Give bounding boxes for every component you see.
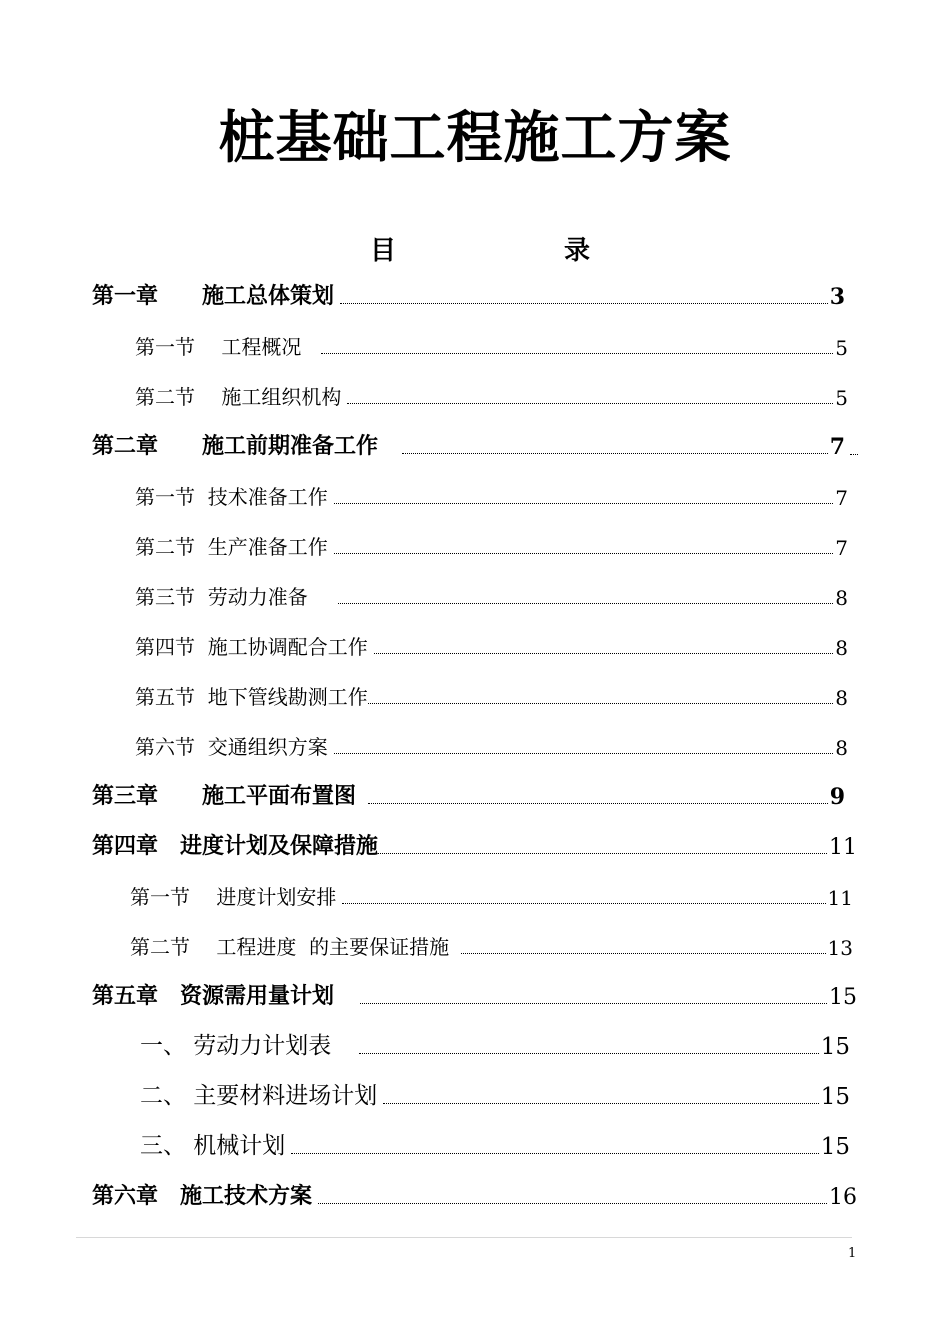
- toc-entry-label: 第六节 交通组织方案: [135, 735, 328, 759]
- toc-entry-section[interactable]: [135, 630, 848, 660]
- toc-heading: [370, 230, 590, 267]
- toc-entry-label: 第二节 施工组织机构: [135, 385, 342, 409]
- toc-heading-char-2: 录: [563, 236, 590, 266]
- toc-entry-label: 第三节 劳动力准备: [135, 585, 308, 609]
- toc-leader-dots: [291, 1153, 818, 1154]
- toc-leader-dots: [402, 453, 828, 454]
- toc-entry-label: 第一节 工程概况: [135, 335, 302, 359]
- toc-entry-label: 第三章 施工平面布置图: [92, 783, 357, 809]
- toc-entry-page: 11: [827, 886, 853, 910]
- toc-leader-dots: [368, 703, 834, 704]
- toc-entry-section[interactable]: [135, 480, 848, 510]
- toc-entry-section[interactable]: [135, 680, 848, 710]
- toc-entry-section[interactable]: [135, 530, 848, 560]
- toc-entry-section[interactable]: [130, 880, 853, 910]
- toc-entry-label: 第一章 施工总体策划: [92, 283, 335, 309]
- toc-entry-page: 7: [835, 536, 848, 560]
- toc-entry-page: 15: [820, 1084, 850, 1110]
- toc-leader-dots: [334, 753, 834, 754]
- footer-page-number: 1: [848, 1246, 857, 1261]
- toc-entry-chapter-4[interactable]: [92, 830, 857, 860]
- toc-leader-dots: [347, 403, 833, 404]
- document-title: 桩基础工程施工方案: [218, 105, 732, 171]
- toc-leader-dots: [378, 853, 827, 854]
- toc-leader-dots: [383, 1103, 818, 1104]
- toc-leader-dots: [340, 303, 828, 304]
- toc-entry-label: 第二章 施工前期准备工作: [92, 433, 379, 459]
- toc-entry-section[interactable]: [135, 730, 848, 760]
- toc-entry-chapter-3[interactable]: [92, 780, 845, 810]
- footer-divider: [76, 1237, 852, 1238]
- toc-entry-chapter-1[interactable]: [92, 280, 845, 310]
- toc-entry-item[interactable]: [140, 1130, 850, 1160]
- toc-entry-page: 7: [835, 486, 848, 510]
- toc-entry-label: 一、 劳动力计划表: [140, 1033, 332, 1059]
- toc-leader-dots: [321, 353, 833, 354]
- toc-entry-section[interactable]: [135, 330, 848, 360]
- toc-entry-label: 二、 主要材料进场计划: [140, 1083, 378, 1109]
- toc-entry-label: 第四节 施工协调配合工作: [135, 635, 368, 659]
- toc-heading-char-1: 目: [370, 236, 397, 266]
- toc-entry-label: 第一节 技术准备工作: [135, 485, 328, 509]
- toc-entry-label: 第六章 施工技术方案: [92, 1183, 313, 1209]
- toc-entry-label: 第四章 进度计划及保障措施: [92, 833, 379, 859]
- toc-entry-chapter-6[interactable]: [92, 1180, 857, 1210]
- toc-entry-item[interactable]: [140, 1080, 850, 1110]
- leader-dots-fragment: [850, 454, 858, 455]
- toc-entry-page: 13: [827, 936, 853, 960]
- toc-entry-chapter-2[interactable]: [92, 430, 845, 460]
- toc-leader-dots: [334, 503, 834, 504]
- toc-leader-dots: [368, 803, 828, 804]
- toc-entry-page: 3: [829, 284, 845, 310]
- toc-entry-label: 第二节 工程进度 的主要保证措施: [130, 935, 450, 959]
- toc-leader-dots: [359, 1053, 818, 1054]
- toc-entry-section[interactable]: [135, 380, 848, 410]
- toc-entry-page: 15: [820, 1134, 850, 1160]
- toc-entry-item[interactable]: [140, 1030, 850, 1060]
- toc-leader-dots: [318, 1203, 827, 1204]
- toc-leader-dots: [374, 653, 834, 654]
- toc-entry-page: 8: [835, 686, 848, 710]
- toc-entry-page: 8: [835, 636, 848, 660]
- toc-entry-chapter-5[interactable]: [92, 980, 857, 1010]
- toc-entry-page: 11: [829, 835, 857, 860]
- toc-leader-dots: [338, 603, 834, 604]
- toc-leader-dots: [334, 553, 834, 554]
- toc-leader-dots: [360, 1003, 827, 1004]
- toc-entry-label: 三、 机械计划: [140, 1133, 286, 1159]
- toc-entry-page: 15: [820, 1034, 850, 1060]
- toc-entry-section[interactable]: [130, 930, 853, 960]
- toc-entry-page: 8: [835, 586, 848, 610]
- toc-entry-page: 15: [829, 985, 857, 1010]
- toc-leader-dots: [342, 903, 825, 904]
- toc-entry-label: 第五章 资源需用量计划: [92, 983, 335, 1009]
- toc-entry-label: 第二节 生产准备工作: [135, 535, 328, 559]
- toc-entry-page: 9: [829, 784, 845, 810]
- toc-entry-label: 第五节 地下管线勘测工作: [135, 685, 368, 709]
- toc-leader-dots: [461, 953, 825, 954]
- toc-entry-page: 5: [835, 336, 848, 360]
- toc-entry-section[interactable]: [135, 580, 848, 610]
- toc-entry-label: 第一节 进度计划安排: [130, 885, 337, 909]
- toc-entry-page: 8: [835, 736, 848, 760]
- toc-entry-page: 7: [829, 434, 845, 460]
- toc-entry-page: 16: [829, 1185, 857, 1210]
- toc-entry-page: 5: [835, 386, 848, 410]
